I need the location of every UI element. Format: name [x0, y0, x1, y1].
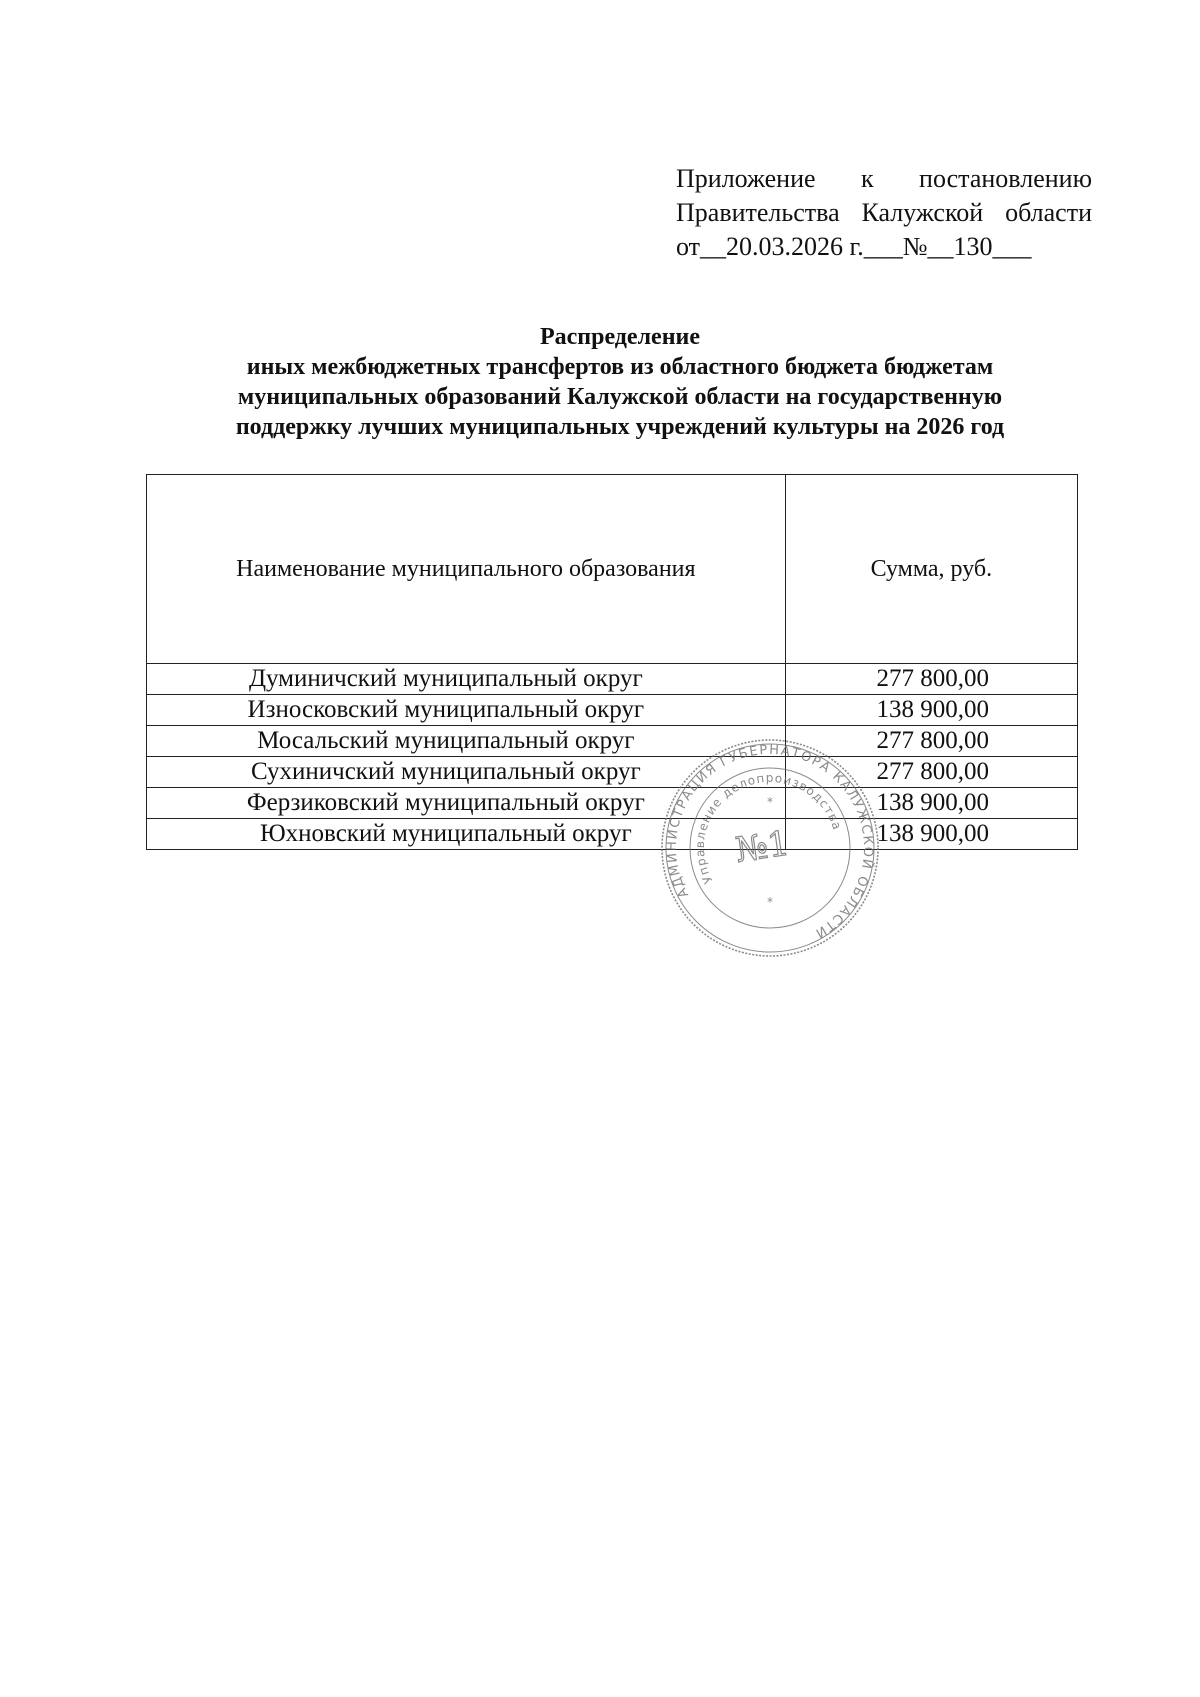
table-row: [147, 726, 1078, 757]
row-name: Юхновский муниципальный округ: [147, 819, 786, 850]
row-name: Износковский муниципальный округ: [147, 695, 786, 726]
stamp-outer-text: АДМИНИСТРАЦИЯ ГУБЕРНАТОРА КАЛУЖСКОЙ ОБЛАСТИ: [664, 742, 876, 941]
header-name: Наименование муниципального образования: [147, 475, 786, 664]
title-line-3: муниципальных образований Калужской области на государственную: [237, 384, 1003, 410]
table-header-row: [147, 475, 1078, 664]
row-sum: 277 800,00: [785, 726, 1077, 757]
table-row: [147, 664, 1078, 695]
row-name: Ферзиковский муниципальный округ: [147, 788, 786, 819]
stamp-number: №1: [733, 823, 792, 871]
stamp-star-icon: *: [767, 795, 773, 809]
row-name: Мосальский муниципальный округ: [147, 726, 786, 757]
row-sum: 138 900,00: [785, 819, 1077, 850]
stamp-inner-text: Управление делопроизводства: [692, 770, 845, 887]
table-row: [147, 819, 1078, 850]
table-row: [147, 757, 1078, 788]
appendix-line-3: от__20.03.2026 г.___№__130___: [676, 232, 1032, 261]
row-name: Сухиничский муниципальный округ: [147, 757, 786, 788]
distribution-table: [146, 474, 1078, 850]
table-row: [147, 788, 1078, 819]
row-sum: 277 800,00: [785, 757, 1077, 788]
appendix-block: [676, 162, 1092, 264]
document-title: [120, 322, 1120, 442]
header-sum: Сумма, руб.: [785, 475, 1077, 664]
appendix-line-1: Приложение к постановлению: [676, 164, 1092, 193]
official-seal-stamp: [658, 736, 882, 960]
row-sum: 277 800,00: [785, 664, 1077, 695]
title-line-1: Распределение: [539, 324, 701, 350]
stamp-star-icon: *: [767, 895, 773, 909]
row-sum: 138 900,00: [785, 695, 1077, 726]
title-line-2: иных межбюджетных трансфертов из областного бюджета бюджетам: [246, 354, 994, 380]
table-row: [147, 695, 1078, 726]
row-sum: 138 900,00: [785, 788, 1077, 819]
row-name: Думиничский муниципальный округ: [147, 664, 786, 695]
appendix-line-2: Правительства Калужской области: [676, 198, 1092, 227]
title-line-4: поддержку лучших муниципальных учреждений культуры на 2026 год: [235, 414, 1005, 440]
